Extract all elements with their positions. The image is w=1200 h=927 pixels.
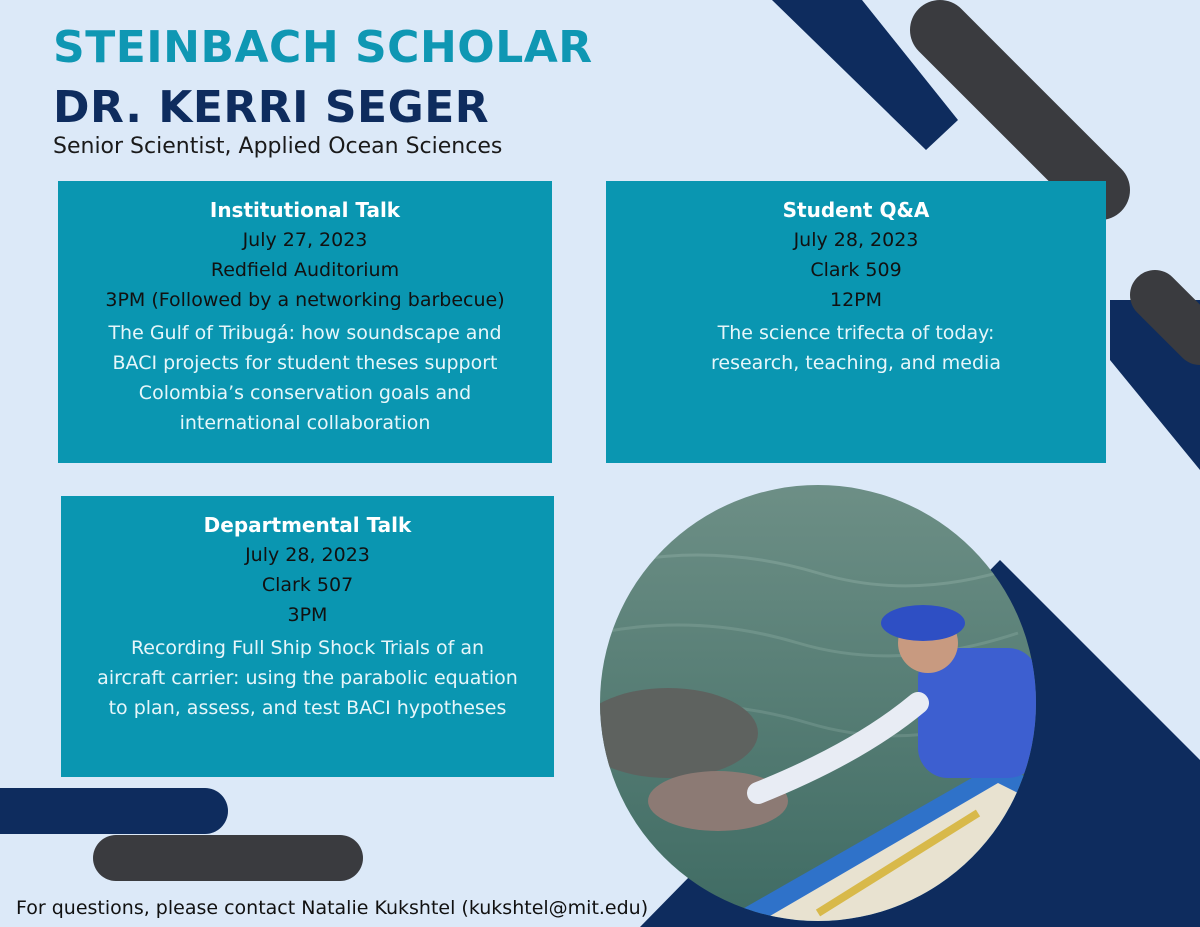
contact-footer: For questions, please contact Natalie Kukshtel (kukshtel@mit.edu): [16, 897, 649, 919]
charcoal-diagonal-bar: [940, 30, 1100, 190]
talk-date: July 27, 2023: [242, 229, 368, 251]
speaker-name: DR. KERRI SEGER: [53, 82, 490, 133]
card-title: Student Q&A: [782, 198, 930, 222]
talk-description: The Gulf of Tribugá: how soundscape and BACI projects for student theses support Colombia’s conservation goals and international collaboration: [108, 322, 502, 434]
talk-description: The science trifecta of today: research, teaching, and media: [711, 322, 1001, 374]
student-qa-card: [606, 181, 1106, 463]
talk-location: Redfield Auditorium: [210, 259, 400, 281]
talk-location: Clark 509: [810, 259, 902, 281]
talk-time: 3PM: [287, 604, 328, 626]
charcoal-pill: [93, 835, 363, 881]
talk-date: July 28, 2023: [793, 229, 919, 251]
talk-time: 12PM: [829, 289, 883, 311]
talk-date: July 28, 2023: [245, 544, 370, 566]
photo-whale-encounter: [598, 483, 1038, 923]
card-title: Institutional Talk: [209, 198, 401, 222]
departmental-talk-card: [61, 496, 554, 777]
talk-location: Clark 507: [261, 574, 354, 596]
navy-pill: [0, 788, 228, 834]
institutional-talk-card: [58, 181, 552, 463]
talk-description: Recording Full Ship Shock Trials of an aircraft carrier: using the parabolic equation to plan, assess, and test BACI hypotheses: [97, 637, 518, 719]
program-title: STEINBACH SCHOLAR: [53, 22, 593, 73]
talk-time: 3PM (Followed by a networking barbecue): [105, 289, 505, 311]
speaker-affiliation: Senior Scientist, Applied Ocean Sciences: [53, 134, 503, 159]
charcoal-side-bar: [1155, 295, 1200, 340]
card-title: Departmental Talk: [203, 513, 412, 537]
